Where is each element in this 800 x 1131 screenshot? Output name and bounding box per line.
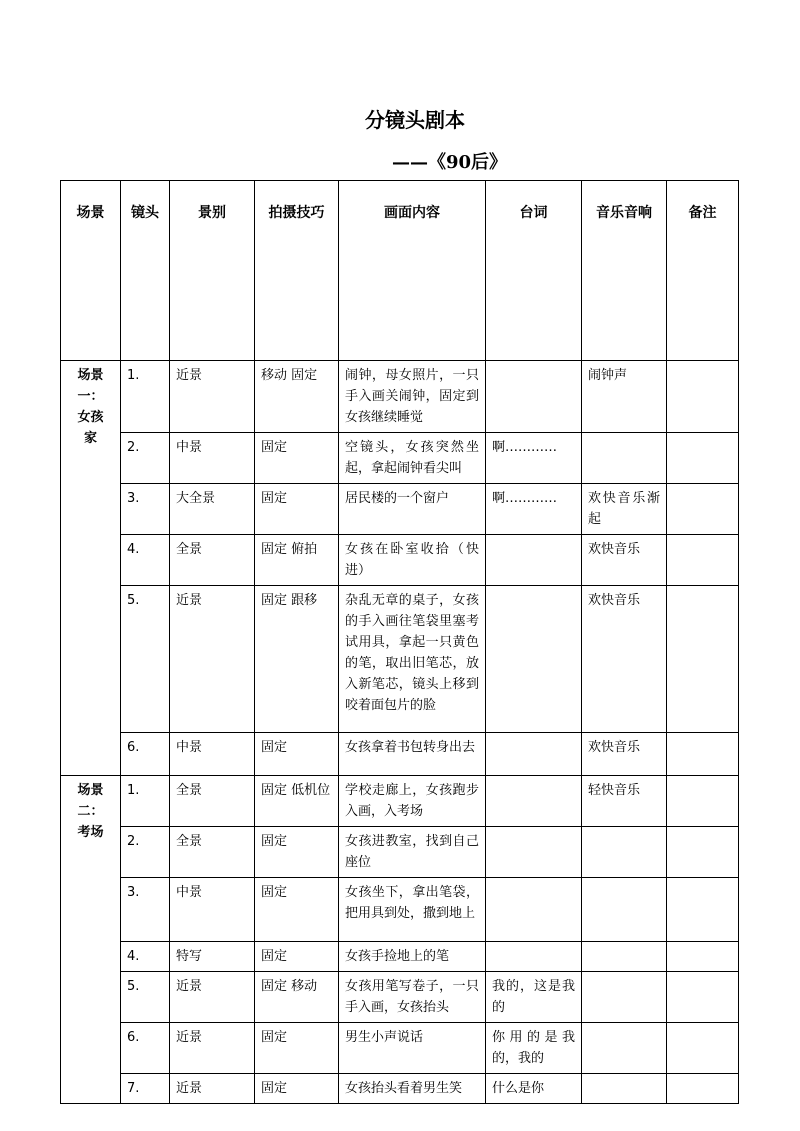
shot-size-cell: 全景 — [170, 535, 255, 586]
header-row — [61, 181, 739, 361]
scene-name: 场景一：女孩家 — [77, 368, 104, 446]
table-row — [61, 433, 739, 484]
technique-cell: 固定 — [255, 1023, 339, 1074]
content-cell: 闹钟，母女照片，一只手入画关闹钟，固定到女孩继续睡觉 — [339, 361, 486, 433]
technique-cell: 固定 移动 — [255, 972, 339, 1023]
sound-cell: 欢快音乐渐起 — [582, 484, 667, 535]
table-row — [61, 1074, 739, 1104]
note-cell — [667, 1074, 739, 1104]
content-cell: 学校走廊上，女孩跑步入画，入考场 — [339, 776, 486, 827]
content-cell: 男生小声说话 — [339, 1023, 486, 1074]
sound-cell: 轻快音乐 — [582, 776, 667, 827]
header-cell: 备注 — [667, 181, 739, 361]
table-row — [61, 972, 739, 1023]
content-cell: 女孩拿着书包转身出去 — [339, 733, 486, 776]
note-cell — [667, 733, 739, 776]
note-cell — [667, 484, 739, 535]
sound-cell — [582, 878, 667, 942]
technique-cell: 固定 俯拍 — [255, 535, 339, 586]
dialogue-cell: 我的，这是我的 — [486, 972, 582, 1023]
table-row — [61, 942, 739, 972]
sound-cell: 闹钟声 — [582, 361, 667, 433]
header-cell: 景别 — [170, 181, 255, 361]
technique-cell: 固定 — [255, 942, 339, 972]
header-cell: 场景 — [61, 181, 121, 361]
shot-number-cell: 1. — [121, 776, 170, 827]
dialogue-cell — [486, 827, 582, 878]
content-cell: 女孩在卧室收拾（快进） — [339, 535, 486, 586]
shot-size-cell: 中景 — [170, 733, 255, 776]
table-row — [61, 484, 739, 535]
dialogue-cell: 啊………… — [486, 484, 582, 535]
technique-cell: 固定 — [255, 484, 339, 535]
table-row — [61, 827, 739, 878]
sound-cell — [582, 942, 667, 972]
sound-cell: 欢快音乐 — [582, 586, 667, 733]
table-row — [61, 535, 739, 586]
content-cell: 女孩用笔写卷子，一只手入画，女孩抬头 — [339, 972, 486, 1023]
shot-size-cell: 近景 — [170, 361, 255, 433]
table-row — [61, 361, 739, 433]
shot-size-cell: 近景 — [170, 972, 255, 1023]
shot-number-cell: 1. — [121, 361, 170, 433]
shot-number-cell: 6. — [121, 733, 170, 776]
note-cell — [667, 1023, 739, 1074]
shot-size-cell: 近景 — [170, 1074, 255, 1104]
shot-number-cell: 5. — [121, 586, 170, 733]
dialogue-cell — [486, 776, 582, 827]
table-row — [61, 878, 739, 942]
table-row — [61, 1023, 739, 1074]
content-cell: 女孩手捡地上的笔 — [339, 942, 486, 972]
header-cell: 音乐音响 — [582, 181, 667, 361]
scene-label — [61, 361, 121, 776]
shot-size-cell: 全景 — [170, 776, 255, 827]
content-cell: 空镜头，女孩突然坐起，拿起闹钟看尖叫 — [339, 433, 486, 484]
content-cell: 女孩抬头看着男生笑 — [339, 1074, 486, 1104]
shot-number-cell: 3. — [121, 878, 170, 942]
dialogue-cell: 啊………… — [486, 433, 582, 484]
dialogue-cell — [486, 942, 582, 972]
note-cell — [667, 535, 739, 586]
sound-cell — [582, 972, 667, 1023]
dialogue-cell — [486, 361, 582, 433]
note-cell — [667, 972, 739, 1023]
dialogue-cell — [486, 733, 582, 776]
header-cell: 画面内容 — [339, 181, 486, 361]
note-cell — [667, 827, 739, 878]
table-row — [61, 586, 739, 733]
scene-name: 场景二：考场 — [77, 783, 104, 840]
shot-size-cell: 特写 — [170, 942, 255, 972]
dialogue-cell: 你用的是我的，我的 — [486, 1023, 582, 1074]
technique-cell: 固定 低机位 — [255, 776, 339, 827]
shot-number-cell: 3. — [121, 484, 170, 535]
note-cell — [667, 586, 739, 733]
technique-cell: 移动 固定 — [255, 361, 339, 433]
shot-size-cell: 全景 — [170, 827, 255, 878]
sound-cell: 欢快音乐 — [582, 733, 667, 776]
technique-cell: 固定 — [255, 878, 339, 942]
note-cell — [667, 361, 739, 433]
shot-number-cell: 7. — [121, 1074, 170, 1104]
table-row — [61, 776, 739, 827]
sound-cell — [582, 1074, 667, 1104]
shot-size-cell: 近景 — [170, 586, 255, 733]
dialogue-cell — [486, 878, 582, 942]
content-cell: 居民楼的一个窗户 — [339, 484, 486, 535]
sound-cell — [582, 1023, 667, 1074]
dialogue-cell — [486, 535, 582, 586]
shot-size-cell: 中景 — [170, 433, 255, 484]
shot-number-cell: 2. — [121, 433, 170, 484]
shot-size-cell: 大全景 — [170, 484, 255, 535]
shot-number-cell: 4. — [121, 942, 170, 972]
shot-number-cell: 6. — [121, 1023, 170, 1074]
dialogue-cell — [486, 586, 582, 733]
storyboard-table — [60, 180, 739, 1104]
header-cell: 台词 — [486, 181, 582, 361]
shot-size-cell: 近景 — [170, 1023, 255, 1074]
content-cell: 女孩进教室，找到自己座位 — [339, 827, 486, 878]
note-cell — [667, 878, 739, 942]
shot-number-cell: 2. — [121, 827, 170, 878]
header-cell: 拍摄技巧 — [255, 181, 339, 361]
technique-cell: 固定 跟移 — [255, 586, 339, 733]
scene-label — [61, 776, 121, 1104]
note-cell — [667, 776, 739, 827]
dialogue-cell: 什么是你 — [486, 1074, 582, 1104]
note-cell — [667, 433, 739, 484]
note-cell — [667, 942, 739, 972]
technique-cell: 固定 — [255, 1074, 339, 1104]
sound-cell: 欢快音乐 — [582, 535, 667, 586]
document-title: 分镜头剧本 — [365, 108, 465, 132]
technique-cell: 固定 — [255, 827, 339, 878]
document-subtitle: ——《90后》 — [392, 152, 508, 173]
technique-cell: 固定 — [255, 433, 339, 484]
sound-cell — [582, 827, 667, 878]
shot-size-cell: 中景 — [170, 878, 255, 942]
sound-cell — [582, 433, 667, 484]
shot-number-cell: 4. — [121, 535, 170, 586]
table-row — [61, 733, 739, 776]
header-cell: 镜头 — [121, 181, 170, 361]
technique-cell: 固定 — [255, 733, 339, 776]
content-cell: 女孩坐下，拿出笔袋，把用具到处，撒到地上 — [339, 878, 486, 942]
content-cell: 杂乱无章的桌子，女孩的手入画往笔袋里塞考试用具，拿起一只黄色的笔，取出旧笔芯，放入新笔芯，镜头上移到咬着面包片的脸 — [339, 586, 486, 733]
shot-number-cell: 5. — [121, 972, 170, 1023]
